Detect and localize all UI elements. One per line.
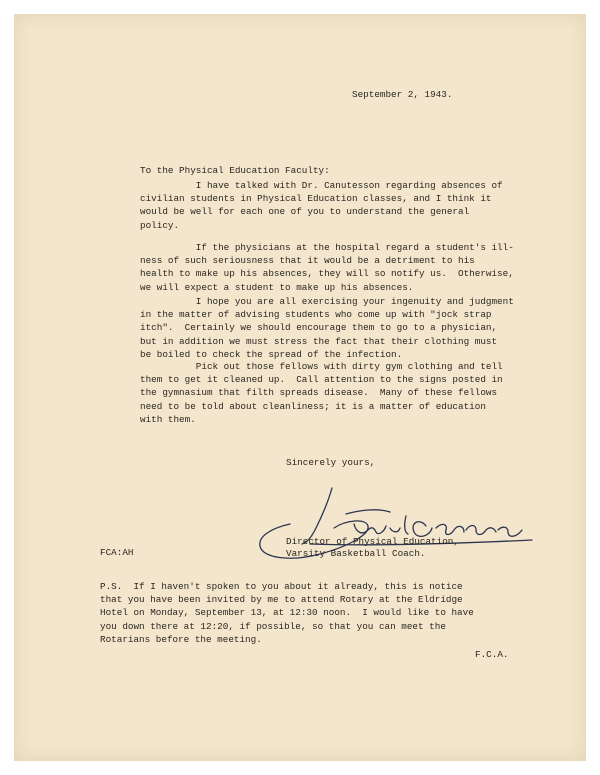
paragraph-line: civilian students in Physical Education classes, and I think it bbox=[140, 193, 492, 205]
salutation: To the Physical Education Faculty: bbox=[140, 165, 330, 176]
paragraph-line: in the matter of advising students who come up with "jock strap bbox=[140, 309, 492, 321]
handwritten-signature bbox=[250, 484, 550, 574]
letter-page bbox=[14, 14, 586, 761]
paragraph-line: would be well for each one of you to understand the general bbox=[140, 206, 470, 218]
paragraph-line: need to be told about cleanliness; it is a matter of education bbox=[140, 400, 486, 412]
paragraph-line: we will expect a student to make up his absences. bbox=[140, 281, 414, 293]
paragraph-line: If the physicians at the hospital regard a student's ill- bbox=[140, 242, 514, 253]
paragraph-line: Pick out those fellows with dirty gym clothing and tell bbox=[140, 361, 503, 372]
postscript-line: P.S. If I haven't spoken to you about it already, this is notice bbox=[100, 581, 463, 592]
postscript-line: you down there at 12:20, if possible, so that you can meet the bbox=[100, 620, 446, 632]
postscript-line: Rotarians before the meeting. bbox=[100, 633, 262, 645]
paragraph-line: itch". Certainly we should encourage them to go to a physician, bbox=[140, 322, 498, 334]
paragraph-line: with them. bbox=[140, 413, 196, 425]
paragraph-line: be boiled to check the spread of the infection. bbox=[140, 348, 403, 360]
reference-initials: FCA:AH bbox=[100, 547, 134, 558]
paragraph-line: ness of such seriousness that it would be a detriment to his bbox=[140, 255, 475, 267]
paragraph-line: health to make up his absences, they will so notify us. Otherwise, bbox=[140, 268, 514, 280]
signer-title-line: Director of Physical Education, bbox=[286, 536, 459, 547]
paragraph-line: policy. bbox=[140, 219, 180, 231]
signer-title-line: Varsity Basketball Coach. bbox=[286, 547, 426, 559]
letter-date: September 2, 1943. bbox=[352, 89, 453, 100]
postscript-initials: F.C.A. bbox=[475, 649, 509, 660]
postscript-line: that you have been invited by me to attend Rotary at the Eldridge bbox=[100, 594, 463, 606]
paragraph-line: the gymnasium that filth spreads disease. Many of these fellows bbox=[140, 387, 498, 399]
paragraph-line: them to get it cleaned up. Call attention to the signs posted in bbox=[140, 374, 503, 386]
paragraph-line: but in addition we must stress the fact that their clothing must bbox=[140, 335, 498, 347]
paragraph-line: I have talked with Dr. Canutesson regarding absences of bbox=[140, 180, 503, 191]
closing: Sincerely yours, bbox=[286, 457, 376, 468]
paragraph-line: I hope you are all exercising your ingenuity and judgment bbox=[140, 296, 514, 307]
postscript-line: Hotel on Monday, September 13, at 12:30 noon. I would like to have bbox=[100, 607, 474, 619]
